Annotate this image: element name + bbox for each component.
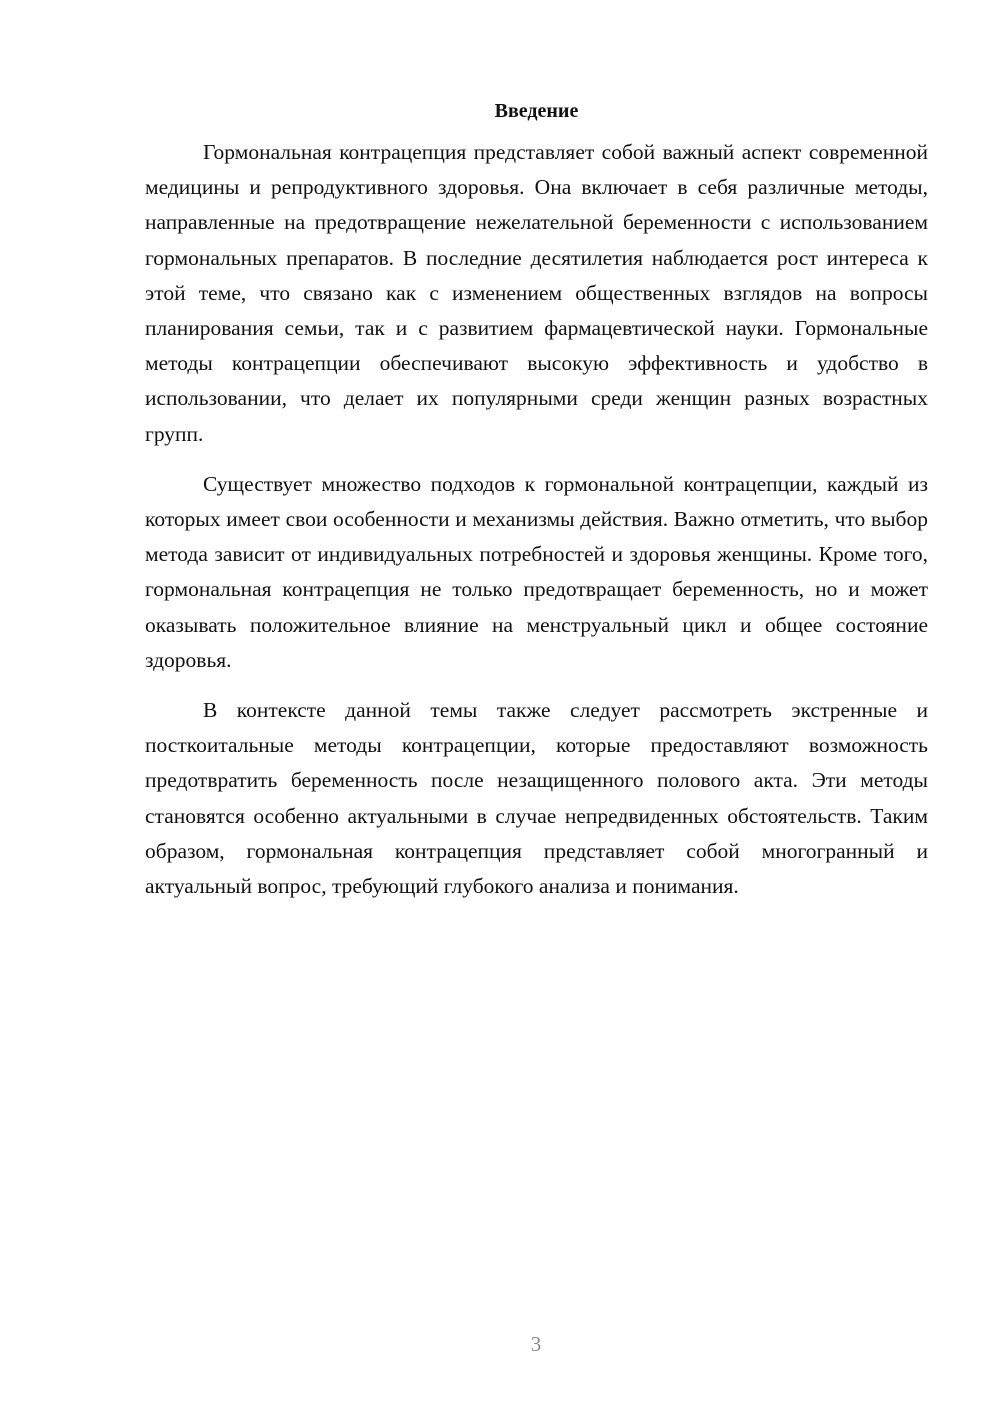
paragraph-3: В контексте данной темы также следует рассмотреть экстренные и посткоитальные методы контрацепции, которые предоставляют возможность предотвратить беременность после незащищенного полового акта. Эти методы становятся особенно актуальными в случае непредвиденных обстоятельств. Таким образом, гормональная контрацепция представляет собой многогранный и актуальный вопрос, требующий глубокого анализа и понимания. [145, 698, 928, 899]
page-content [145, 96, 928, 919]
page-number: 3 [530, 1332, 542, 1356]
paragraph-1: Гормональная контрацепция представляет собой важный аспект современной медицины и репродуктивного здоровья. Она включает в себя различные методы, направленные на предотвращение нежелательной беременности с использованием гормональных препаратов. В последние десятилетия наблюдается рост интереса к этой теме, что связано как с изменением общественных взглядов на вопросы планирования семьи, так и с развитием фармацевтической науки. Гормональные методы контрацепции обеспечивают высокую эффективность и удобство в использовании, что делает их популярными среди женщин разных возрастных групп. [145, 140, 928, 446]
paragraph-2: Существует множество подходов к гормональной контрацепции, каждый из которых имеет свои особенности и механизмы действия. Важно отметить, что выбор метода зависит от индивидуальных потребностей и здоровья женщины. Кроме того, гормональная контрацепция не только предотвращает беременность, но и может оказывать положительное влияние на менструальный цикл и общее состояние здоровья. [145, 471, 928, 672]
section-heading: Введение [494, 100, 579, 122]
